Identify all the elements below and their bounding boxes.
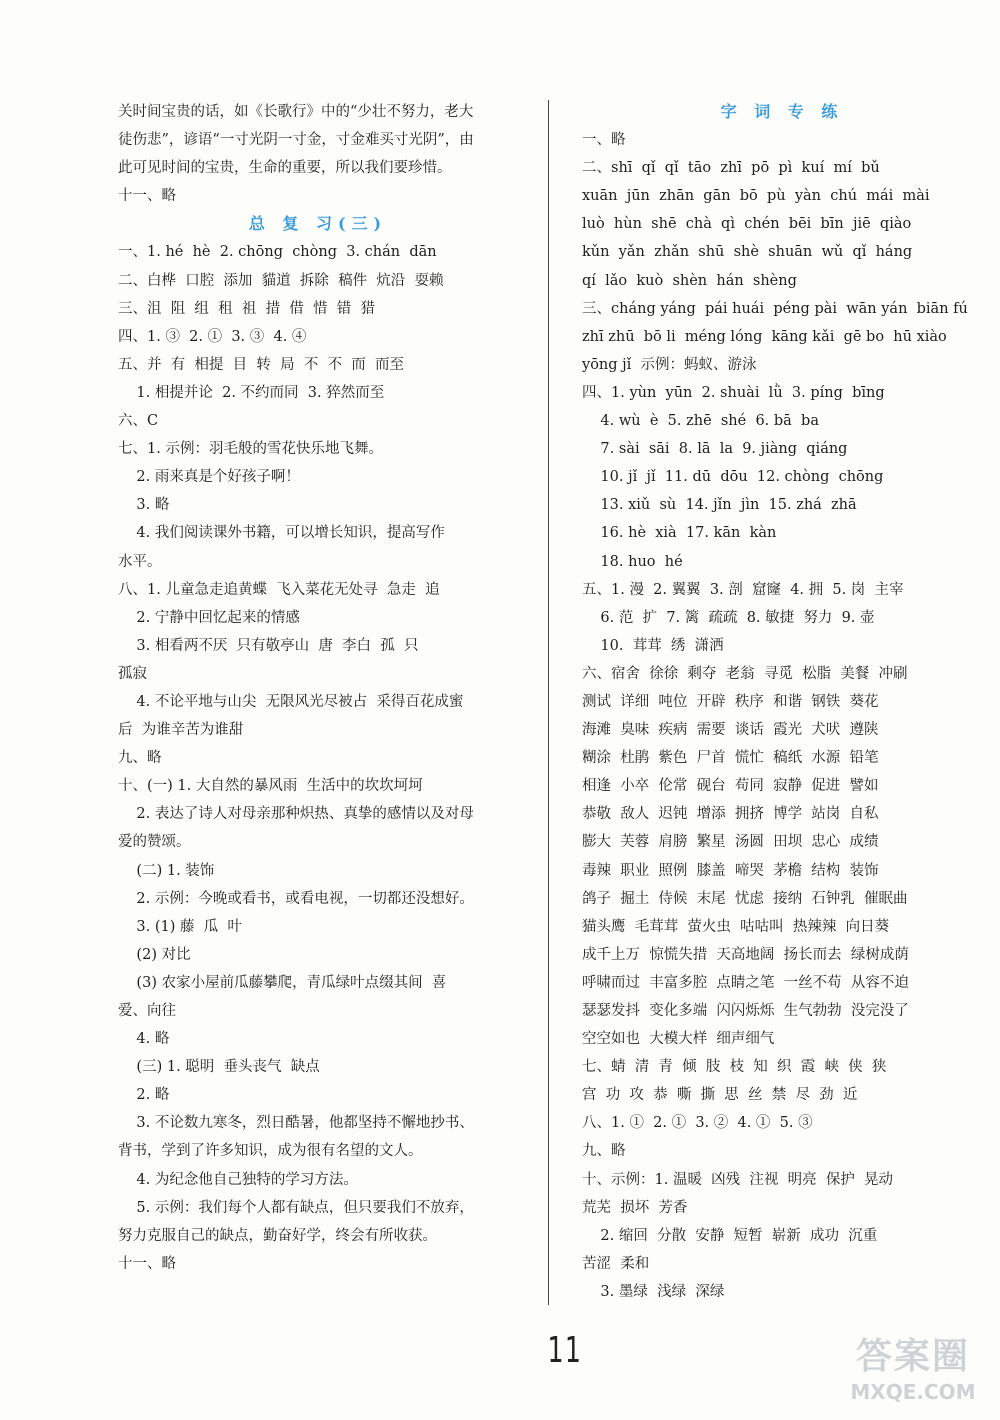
answer-line: 成千上万 惊慌失措 天高地阔 扬长而去 绿树成荫 — [582, 946, 909, 963]
answer-line: 徒伤悲”，谚语“一寸光阴一寸金，寸金难买寸光阴”，由 — [118, 132, 474, 149]
answer-line: 呼啸而过 丰富多腔 点睛之笔 一丝不苟 从容不迫 — [582, 974, 909, 991]
right-column — [582, 98, 982, 1306]
answer-line: 四、1. ③ 2. ① 3. ③ 4. ④ — [118, 328, 307, 345]
answer-line: 五、1. 漫 2. 翼翼 3. 剖 窟窿 4. 拥 5. 岗 主宰 — [582, 581, 904, 598]
answer-line: 九、略 — [582, 1143, 626, 1160]
answer-line: 猫头鹰 毛茸茸 萤火虫 咕咕叫 热辣辣 向日葵 — [582, 918, 890, 935]
answer-line: 3. 墨绿 浅绿 深绿 — [582, 1283, 725, 1300]
answer-line: 努力克服自己的缺点，勤奋好学，终会有所收获。 — [118, 1227, 437, 1244]
answer-line: 瑟瑟发抖 变化多端 闪闪烁烁 生气勃勃 没完没了 — [582, 1003, 909, 1019]
answer-line: 18. huo hé — [582, 553, 683, 570]
column-divider — [548, 100, 549, 1305]
answer-line: 二、白桦 口腔 添加 貓道 拆除 稿件 炕沿 耍赖 — [118, 272, 444, 289]
answer-line: 三、cháng yáng pái huái péng pài wān yán biān fú — [582, 300, 968, 317]
watermark-title: 答案圈 — [855, 1336, 970, 1377]
section-heading: 总 复 习(三) — [248, 214, 388, 234]
answer-line: yōng jǐ 示例：蚂蚁、游泳 — [582, 356, 757, 373]
answer-line: 四、1. yùn yūn 2. shuài lǜ 3. píng bīng — [582, 384, 885, 401]
answer-line: 六、C — [118, 413, 159, 430]
answer-line: 4. 我们阅读课外书籍，可以增长知识，提高写作 — [118, 525, 445, 542]
answer-line: 苦涩 柔和 — [582, 1255, 650, 1272]
answer-line: 3. 不论数九寒冬，烈日酷暑，他都坚持不懈地抄书、 — [118, 1115, 474, 1132]
answer-line: 6. 范 扩 7. 篱 疏疏 8. 敏捷 努力 9. 壶 — [582, 609, 875, 626]
answer-line: xuān jūn zhān gān bō pù yàn chú mái mài — [582, 188, 930, 205]
answer-line: 十一、略 — [118, 1255, 176, 1272]
answer-line: 三、沮 阻 组 租 祖 措 借 惜 错 猎 — [118, 300, 375, 317]
answer-line: 空空如也 大模大样 细声细气 — [582, 1031, 775, 1048]
page-number: 11 — [547, 1330, 583, 1371]
answer-line: 七、蜻 清 青 倾 肢 枝 知 织 霞 峡 侠 狭 — [582, 1059, 887, 1076]
answer-line: 1. 相提并论 2. 不约而同 3. 猝然而至 — [118, 384, 385, 401]
answer-line: 海滩 臭味 疾病 需要 谈话 霞光 犬吠 遵陕 — [582, 722, 879, 739]
answer-line: 水平。 — [118, 553, 162, 570]
answer-line: 此可见时间的宝贵，生命的重要，所以我们要珍惜。 — [118, 160, 452, 177]
answer-line: 七、1. 示例：羽毛般的雪花快乐地飞舞。 — [118, 441, 383, 458]
answer-line: 八、1. 儿童急走追黄蝶 飞入菜花无处寻 急走 追 — [118, 581, 440, 598]
answer-line: 3. 相看两不厌 只有敬亭山 唐 李白 孤 只 — [118, 637, 419, 654]
answer-line: 3. 略 — [118, 497, 170, 514]
answer-line: 测试 详细 吨位 开辟 秩序 和谐 钢铁 葵花 — [582, 693, 879, 710]
answer-line: 4. 不论平地与山尖 无限风光尽被占 采得百花成蜜 — [118, 693, 464, 710]
answer-line: 7. sài sāi 8. lā la 9. jiàng qiáng — [582, 441, 848, 458]
answer-line: 六、宿舍 徐徐 剩夺 老翁 寻觅 松脂 美餐 冲刷 — [582, 665, 908, 682]
answer-line: 4. 为纪念他自己独特的学习方法。 — [118, 1171, 358, 1188]
answer-line: 荒芜 损坏 芳香 — [582, 1199, 688, 1216]
answer-line: (二) 1. 装饰 — [118, 862, 215, 879]
section-heading: 字 词 专 练 — [720, 102, 844, 121]
answer-line: 糊涂 杜鹃 紫色 尸首 慌忙 稿纸 水源 铅笔 — [582, 750, 879, 767]
answer-line: 10. 茸茸 绣 潇洒 — [582, 637, 724, 654]
answer-line: 2. 缩回 分散 安静 短暂 崭新 成功 沉重 — [582, 1227, 878, 1244]
answer-line: 关时间宝贵的话，如《长歌行》中的“少壮不努力，老大 — [118, 104, 474, 120]
answer-line: 相逢 小卒 伦常 砚台 苟同 寂静 促进 譬如 — [582, 778, 879, 795]
answer-line: 2. 宁静中回忆起来的情感 — [118, 609, 300, 626]
answer-line: 八、1. ① 2. ① 3. ② 4. ① 5. ③ — [582, 1115, 813, 1132]
answer-line: 背书，学到了许多知识，成为很有名望的文人。 — [118, 1143, 423, 1160]
answer-line: 孤寂 — [118, 665, 147, 682]
answer-line: 16. hè xià 17. kān kàn — [582, 525, 777, 542]
answer-line: 4. wù è 5. zhē shé 6. bā ba — [582, 413, 819, 430]
left-column — [118, 98, 518, 1278]
answer-line: 毒辣 职业 照例 膝盖 啼哭 茅檐 结构 装饰 — [582, 862, 879, 879]
answer-line: 鸽子 掘土 侍候 末尾 忧虑 接纳 石钟乳 催眠曲 — [582, 890, 908, 907]
answer-line: zhī zhū bō li méng lóng kāng kǎi gē bo hū xiào — [582, 328, 947, 345]
answer-line: 4. 略 — [118, 1031, 170, 1048]
watermark-logo — [838, 1334, 988, 1414]
answer-line: 九、略 — [118, 750, 162, 767]
answer-line: 2. 雨来真是个好孩子啊！ — [118, 469, 300, 486]
answer-line: kǔn yǎn zhǎn shū shè shuān wǔ qǐ háng — [582, 244, 913, 261]
answer-line: 3. (1) 藤 瓜 叶 — [118, 918, 242, 935]
answer-line: (三) 1. 聪明 垂头丧气 缺点 — [118, 1059, 320, 1076]
answer-line: qí lǎo kuò shèn hán shèng — [582, 272, 797, 289]
answer-line: 13. xiǔ sù 14. jǐn jìn 15. zhá zhā — [582, 497, 857, 514]
answer-line: 5. 示例：我们每个人都有缺点，但只要我们不放弃， — [118, 1199, 474, 1216]
watermark-url: MXQE.COM — [850, 1380, 976, 1404]
answer-line: 宫 功 攻 恭 嘶 撕 思 丝 禁 尽 劲 近 — [582, 1087, 858, 1104]
answer-line: (3) 农家小屋前瓜藤攀爬，青瓜绿叶点缀其间 喜 — [118, 974, 447, 991]
answer-line: 后 为谁辛苦为谁甜 — [118, 722, 244, 739]
answer-line: 2. 略 — [118, 1087, 170, 1104]
answer-line: 五、并 有 相提 目 转 局 不 不 而 而至 — [118, 356, 404, 373]
answer-line: 恭敬 敌人 迟钝 增添 拥挤 博学 站岗 自私 — [582, 806, 879, 823]
answer-line: (2) 对比 — [118, 946, 191, 963]
answer-line: 10. jǐ jǐ 11. dū dōu 12. chòng chōng — [582, 469, 884, 486]
answer-line: 十、(一) 1. 大自然的暴风雨 生活中的坎坎坷坷 — [118, 778, 423, 795]
answer-line: 膨大 芙蓉 肩膀 繁星 汤圆 田坝 忠心 成绩 — [582, 834, 879, 851]
answer-line: luò hùn shē chà qì chén bēi bīn jiē qiào — [582, 216, 912, 233]
answer-line: 十、示例：1. 温暖 凶残 注视 明亮 保护 晃动 — [582, 1171, 894, 1188]
answer-line: 2. 示例：今晚或看书，或看电视，一切都还没想好。 — [118, 890, 474, 907]
answer-line: 2. 表达了诗人对母亲那种炽热、真挚的感情以及对母 — [118, 806, 474, 823]
answer-line: 爱的赞颂。 — [118, 834, 191, 851]
answer-line: 二、shī qǐ qǐ tāo zhī pō pì kuí mí bǔ — [582, 160, 880, 177]
answer-line: 爱、向往 — [118, 1003, 176, 1019]
answer-line: 十一、略 — [118, 188, 176, 205]
answer-line: 一、1. hé hè 2. chōng chòng 3. chán dān — [118, 244, 437, 261]
answer-line: 一、略 — [582, 132, 626, 149]
